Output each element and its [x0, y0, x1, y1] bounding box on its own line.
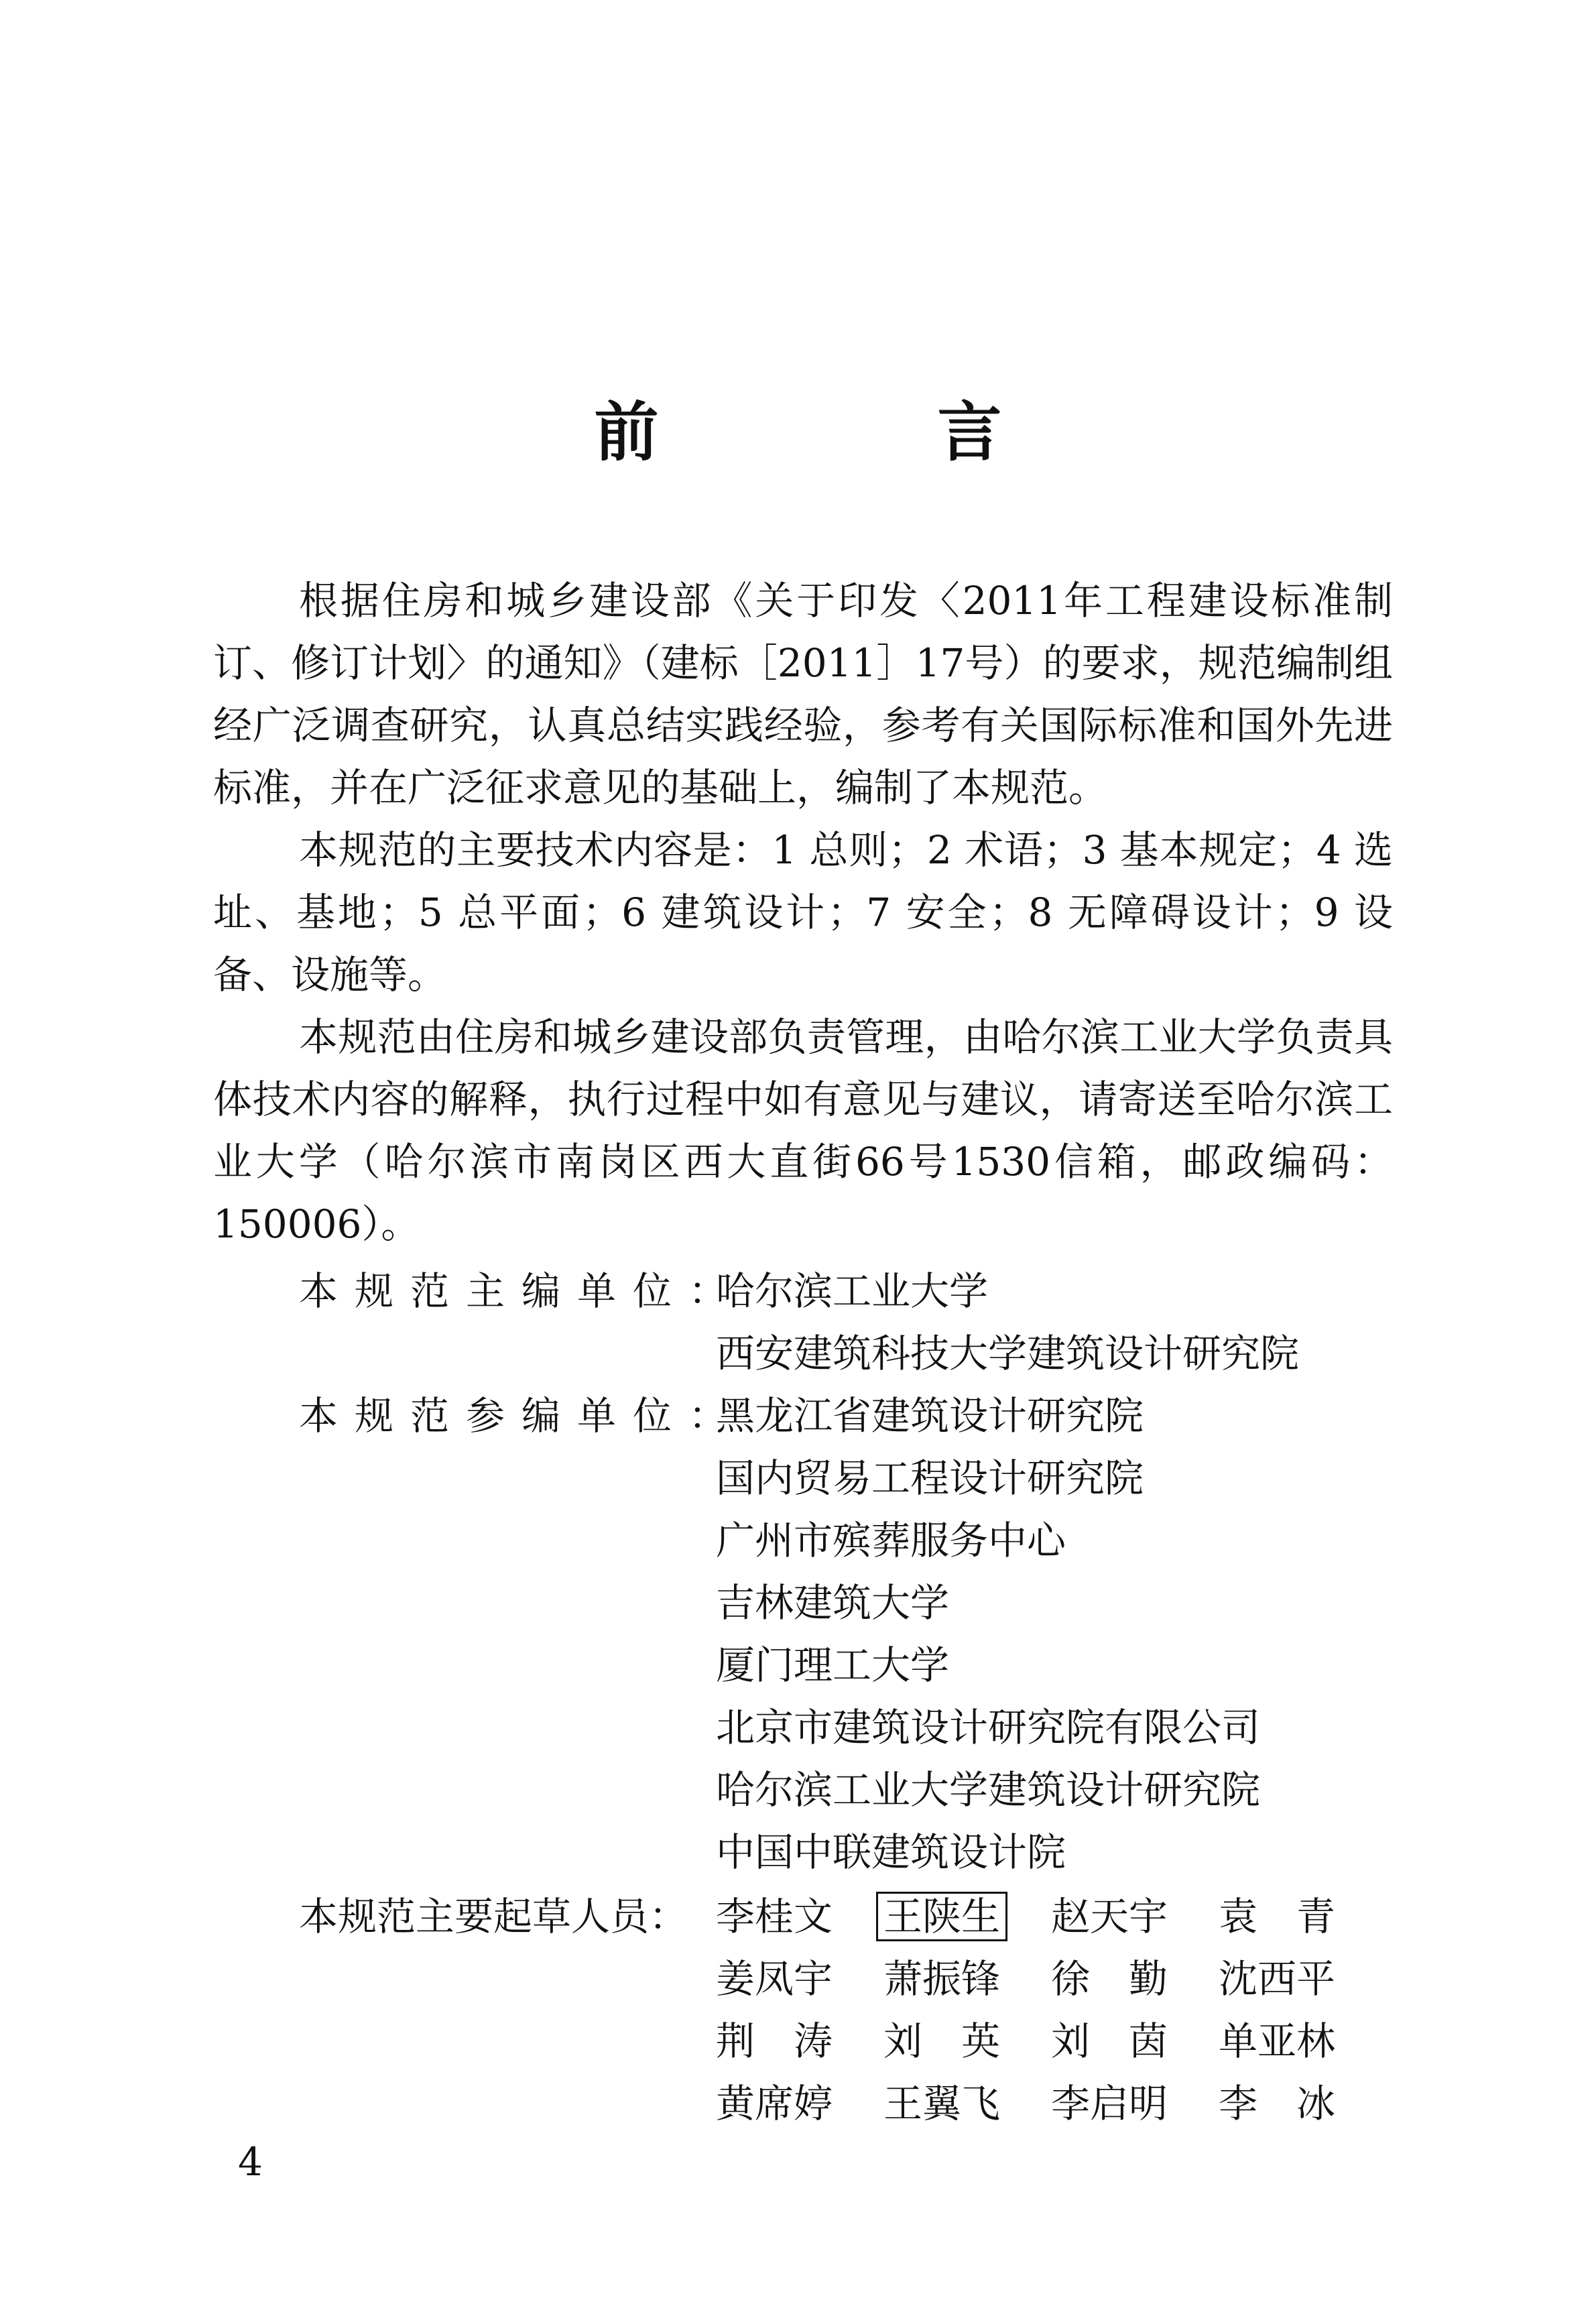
highlighted-drafter-name: 王陕生 — [876, 1892, 1007, 1941]
drafter-name: 姜凤宇 — [716, 1956, 833, 2002]
participating-unit: 哈尔滨工业大学建筑设计研究院 — [716, 1767, 1261, 1813]
drafter-name: 李启明 — [1051, 2081, 1168, 2126]
participating-unit: 国内贸易工程设计研究院 — [716, 1455, 1144, 1501]
drafter-name: 赵天宇 — [1051, 1894, 1168, 1939]
page-title: 前 言 — [594, 394, 1109, 470]
drafter-name: 徐 勤 — [1051, 1956, 1168, 2002]
participating-unit: 吉林建筑大学 — [716, 1580, 950, 1626]
drafter-name: 袁 青 — [1219, 1894, 1336, 1939]
drafter-name: 单亚林 — [1219, 2018, 1336, 2064]
participating-unit: 北京市建筑设计研究院有限公司 — [716, 1705, 1261, 1750]
preface-paragraph-1: 根据住房和城乡建设部《关于印发〈2011年工程建设标准制订、修订计划〉的通知》（建标［2011］17号）的要求，规范编制组经广泛调查研究，认真总结实践经验，参考有关国际标准和国外先进标准，并在广泛征求意见的基础上，编制了本规范。 — [213, 578, 1393, 810]
drafter-name: 沈西平 — [1219, 1956, 1336, 2002]
drafter-name: 李桂文 — [716, 1894, 833, 1939]
preface-paragraph-2: 本规范的主要技术内容是：1 总则；2 术语；3 基本规定；4 选址、基地；5 总平面；6 建筑设计；7 安全；8 无障碍设计；9 设备、设施等。 — [213, 827, 1393, 997]
drafter-name: 黄席婷 — [716, 2081, 833, 2126]
chief-editor-unit: 西安建筑科技大学建筑设计研究院 — [716, 1331, 1300, 1376]
preface-paragraph-3: 本规范由住房和城乡建设部负责管理，由哈尔滨工业大学负责具体技术内容的解释，执行过程中如有意见与建议，请寄送至哈尔滨工业大学（哈尔滨市南岗区西大直街66号1530信箱，邮政编码：150006）。 — [213, 1014, 1393, 1247]
participating-unit: 广州市殡葬服务中心 — [716, 1518, 1066, 1563]
drafter-name: 李 冰 — [1219, 2081, 1336, 2126]
participating-unit: 中国中联建筑设计院 — [716, 1829, 1066, 1875]
drafters-names-grid — [716, 1886, 1420, 2135]
drafter-name: 王翼飞 — [883, 2081, 1001, 2126]
chief-editor-label: 本规范主编单位： — [299, 1268, 745, 1314]
participating-units-block — [213, 1385, 1420, 1884]
preface-body — [213, 570, 1393, 1256]
participating-units-label: 本规范参编单位： — [299, 1393, 745, 1439]
page-number: 4 — [238, 2139, 263, 2185]
drafter-name: 刘 英 — [883, 2018, 1001, 2064]
drafter-name: 萧振锋 — [883, 1956, 1001, 2002]
drafter-name: 荆 涛 — [716, 2018, 833, 2064]
chief-editor-unit: 哈尔滨工业大学 — [716, 1268, 989, 1314]
participating-unit: 厦门理工大学 — [716, 1642, 950, 1688]
drafter-name — [883, 1886, 1051, 1948]
participating-unit: 黑龙江省建筑设计研究院 — [716, 1393, 1144, 1439]
drafters-label: 本规范主要起草人员： — [299, 1894, 688, 1939]
drafters-block — [213, 1886, 1420, 2135]
chief-editor-block — [213, 1260, 1420, 1385]
drafter-name: 刘 茵 — [1051, 2018, 1168, 2064]
